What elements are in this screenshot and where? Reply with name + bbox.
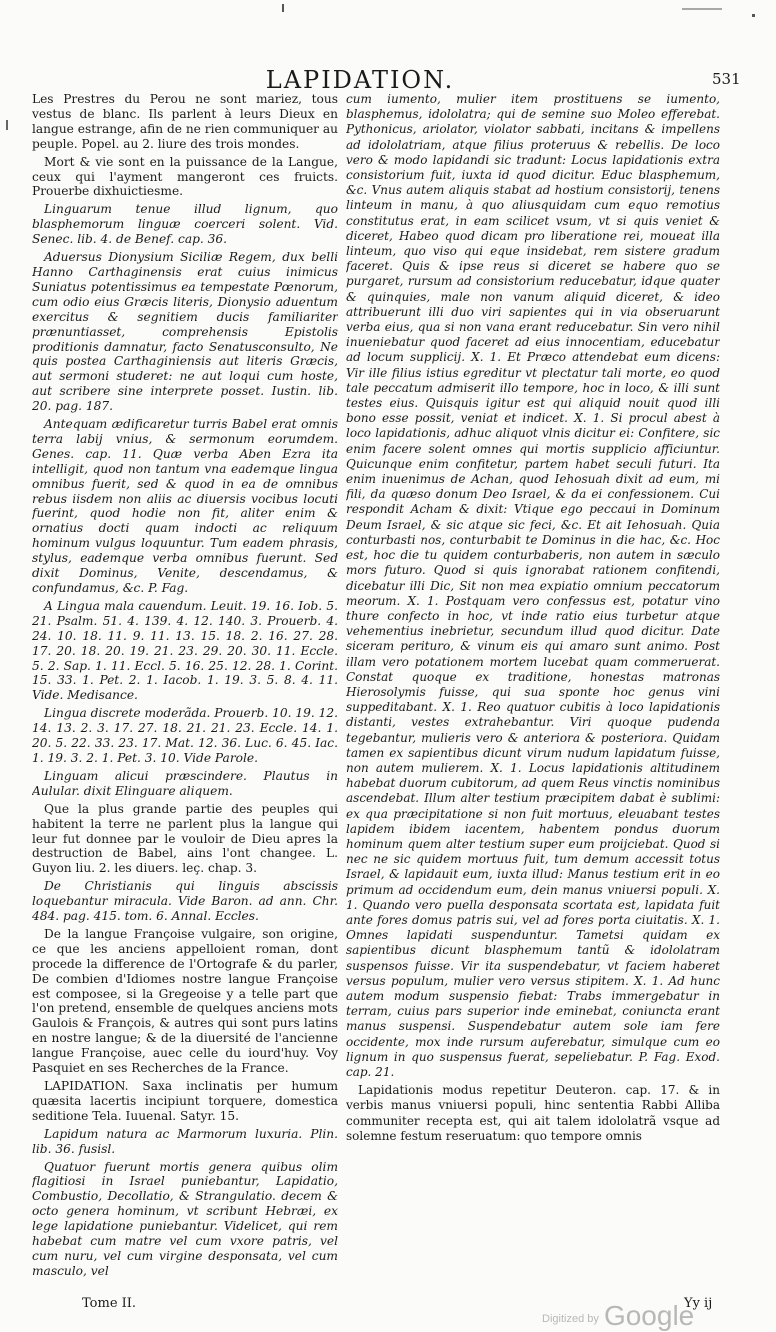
google-watermark <box>542 1300 694 1332</box>
paragraph: Lapidationis modus repetitur Deuteron. cap. 17. & in verbis manus vniuersi populi, hinc sententia Rabbi Alliba communiter recepta est, qui ait talem idololatrã vsque ad solemne festum reseruatum: quo tempore omnis <box>346 1083 720 1143</box>
page-number: 531 <box>712 70 741 88</box>
paragraph: Antequam ædificaretur turris Babel erat omnis terra labij vnius, & sermonum eorumdem. Genes. cap. 11. Quæ verba Aben Ezra ita intelligit, quod non tantum vna eademque lingua omnibus fuerit, sed & quod in ea de omnibus rebus iisdem non aliis ac diuersis vocibus locuti fuerint, quod hodie non fit, aliter enim & ornatius docti quam indocti ac reliquum hominum vulgus loquuntur. Tum eadem phrasis, stylus, eademque verba omnibus fuerunt. Sed dixit Dominus, Venite, descendamus, & confundamus, &c. P. Fag. <box>32 417 338 595</box>
margin-mark <box>6 120 8 130</box>
watermark-brand: Google <box>603 1300 695 1331</box>
paragraph: Que la plus grande partie des peuples qui habitent la terre ne parlent plus la langue qui leur fut donnee par le vouloir de Dieu apres la destruction de Babel, ains l'ont changee. L. Guyon liu. 2. les diuers. leç. chap. 3. <box>32 801 338 876</box>
paragraph: De Christianis qui linguis abscissis loquebantur miracula. Vide Baron. ad ann. Chr. 484. pag. 415. tom. 6. Annal. Eccles. <box>32 879 338 924</box>
paragraph: Linguarum tenue illud lignum, quo blasphemorum linguæ coerceri solent. Vid. Senec. lib. 4. de Benef. cap. 36. <box>32 202 338 247</box>
paragraph: Mort & vie sont en la puissance de la Langue, ceux qui l'ayment mangeront ces fruicts. Prouerbe dixhuictiesme. <box>32 154 338 199</box>
right-column <box>346 92 720 1317</box>
paragraph: Linguam alicui præscindere. Plautus in Aulular. dixit Elinguare aliquem. <box>32 768 338 798</box>
page-title: LAPIDATION. <box>265 66 455 94</box>
paragraph: Lapidum natura ac Marmorum luxuria. Plin. lib. 36. fusisl. <box>32 1126 338 1156</box>
left-column <box>32 92 338 1317</box>
watermark-prefix: Digitized by <box>542 1313 599 1325</box>
paragraph: Quatuor fuerunt mortis genera quibus olim flagitiosi in Israel puniebantur, Lapidatio, Combustio, Decollatio, & Strangulatio. decem & octo genera hominum, vt scribunt Hebræi, ex lege lapidatione puniebantur. Videlicet, qui rem habebat cum matre vel cum vxore patris, vel cum nuru, vel cum virgine desponsata, vel cum masculo, vel <box>32 1159 338 1278</box>
paragraph: LAPIDATION. Saxa inclinatis per humum quæsita lacertis incipiunt torquere, domestica seditione Tela. Iuuenal. Satyr. 15. <box>32 1079 338 1123</box>
paragraph: Lingua discrete moderãda. Prouerb. 10. 19. 12. 14. 13. 2. 3. 17. 27. 18. 21. 21. 23. Eccle. 14. 1. 20. 5. 22. 33. 23. 17. Mat. 12. 36. Luc. 6. 45. Iac. 1. 19. 3. 2. 1. Pet. 3. 10. Vide Parole. <box>32 706 338 765</box>
signature-mark: Yy ij <box>684 1296 713 1311</box>
paragraph: De la langue Françoise vulgaire, son origine, ce que les anciens appelloient roman, dont procede la difference de l'Ortografe & du parler, De combien d'Idiomes nostre langue Françoise est composee, si la Gregeoise y a telle part que l'on pretend, ensemble de quelques anciens mots Gaulois & François, & autres qui sont purs latins en nostre langue; & de la diuersité de l'ancienne langue Françoise, auec celle du iourd'huy. Voy Pasquiet en ses Recherches de la France. <box>32 926 338 1076</box>
ink-speck <box>752 14 755 17</box>
volume-catchword: Tome II. <box>82 1296 137 1311</box>
paragraph: A Lingua mala cauendum. Leuit. 19. 16. Iob. 5. 21. Psalm. 51. 4. 139. 4. 12. 140. 3. Prouerb. 4. 24. 10. 18. 11. 9. 11. 13. 15. 18. 2. 16. 27. 28. 17. 20. 18. 20. 19. 21. 23. 29. 20. 30. 11. Eccle. 5. 2. Sap. 1. 11. Eccl. 5. 16. 25. 12. 28. 1. Corint. 15. 33. 1. Pet. 2. 1. Iacob. 1. 19. 3. 5. 8. 4. 11. Vide. Medisance. <box>32 598 338 703</box>
ink-speck <box>282 4 284 12</box>
paragraph: Aduersus Dionysium Siciliæ Regem, dux belli Hanno Carthaginensis erat cuius inimicus Suniatus potentissimus ea tempestate Pœnorum, cum odio eius Græcis literis, Dionysio aduentum exercitus & segnitiem ducis familiariter prænuntiasset, comprehensis Epistolis proditionis damnatur, facto Senatusconsulto, Ne quis postea Carthaginiensis aut literis Græcis, aut sermoni studeret: ne aut loqui cum hoste, aut scribere sine interprete posset. Iustin. lib. 20. pag. 187. <box>32 250 338 414</box>
paragraph: Les Prestres du Perou ne sont mariez, tous vestus de blanc. Ils parlent à leurs Dieux en langue estrange, afin de ne rien communiquer au peuple. Popel. au 2. liure des trois mondes. <box>32 92 338 151</box>
ink-speck <box>682 8 722 10</box>
paragraph: cum iumento, mulier item prostituens se iumento, blasphemus, idololatra; qui de semine suo Moleo efferebat. Pythonicus, ariolator, violator sabbati, incitans & impellens ad idololatriam, atque filius proteruus & rebellis. De loco vero & modo lapidandi sic tradunt: Locus lapidationis extra consistorium fuit, iuxta id quod dicitur. Educ blasphemum, &c. Vnus autem aliquis stabat ad hostium consistorij, tenens linteum in manu, à quo aliusquidam cum equo remotius constitutus erat, in eam scilicet vsum, vt si quis veniet & diceret, Habeo quod dicam pro liberatione rei, moueat illa linteum, quo viso qui eque insidebat, rem sistere gradum faceret. Quis & ipse reus si diceret se habere quo se purgaret, rursum ad consistorium reducebatur, idque quater & quinquies, male non vanum aliquid diceret, & ideo attribuerunt illi duo viri sapientes qui in via obseruarunt verba eius, qua si non vana erant reducebatur. Sin vero nihil inueniebatur quod faceret ad eius innocentiam, educebatur ad locum supplicij. X. 1. Et Præco attendebat eum dicens: Vir ille filius istius egreditur vt plectatur tali morte, eo quod tale peccatum admiserit illo tempore, hoc in loco, & illi sunt testes eius. Quisquis igitur est qui aliquid nouit quod illi bono esse possit, veniat et indicet. X. 1. Si procul abest à loco lapidationis, adhuc aliquot vlnis dicitur ei: Confitere, sic enim facere solent omnes qui mortis supplicio afficiuntur. Quicunque enim confitetur, partem habet seculi futuri. Ita enim inuenimus de Achan, quod Iehosuah dixit ad eum, mi fili, da quæso donum Deo Israel, & da ei confessionem. Cui respondit Acham & dixit: Vtique ego peccaui in Dominum Deum Israel, & sic atque sic feci, &c. Et ait Iehosuah. Quia conturbasti nos, conturbabit te Dominus in die hac, &c. Hoc est, hoc die tu quidem conturbaberis, non autem in sæculo mors futuro. Quod si quis ignorabat rationem confitendi, dicebatur illi Dic, Sit non mea expiatio omnium peccatorum meorum. X. 1. Postquam vero confessus est, potatur vino thure confecto in hoc, vt inde ratio eius turbetur atque vehementius inebrietur, secundum illud quod dicitur. Date siceram perituro, & vinum eis qui amaro sunt animo. Post illam vero potationem mortem lucebat quam commeruerat. Constat quoque ex traditione, honestas matronas Hierosolymis fuisse, qui sua sponte hoc genus vini suppeditabant. X. 1. Reo quatuor cubitis à loco lapidationis distanti, vestes extrahebantur. Viri quoque pudenda tegebantur, mulieris vero & anteriora & posteriora. Quidam tamen ex sapientibus dicunt virum nudum lapidatum fuisse, non autem mulierem. X. 1. Locus lapidationis altitudinem habebat duorum cubitorum, ad quem Reus vinctis nominibus ascendebat. Illum alter testium præcipitem dabat è sublimi: ex qua præcipitatione si non fuit mortuus, eleuabant testes lapidem ibidem iacentem, habentem pondus duorum hominum quem alter testium super eum proijciebat. Quod si nec ne sic quidem mortuus fuit, tum demum accessit totus Israel, & lapidauit eum, iuxta illud: Manus testium erit in eo primum ad occidendum eum, dein manus vniuersi populi. X. 1. Quando vero puella desponsata scortata est, lapidata fuit ante fores domus patris sui, vel ad fores porta ciuitatis. X. 1. Omnes lapidati suspenduntur. Tametsi quidam ex sapientibus dicunt blasphemum tantũ & idololatram suspensos fuisse. Vir ita suspendebatur, vt faciem haberet versus populum, mulier vero versus stipitem. X. 1. Ad hunc autem modum suspensio fiebat: Trabs immergebatur in terram, cuius pars superior inde eminebat, coniuncta erant manus suspensi. Suspendebatur autem sole iam fere occidente, mox inde rursum auferebatur, simulque cum eo lignum in quo suspensus fuerat, sepeliebatur. P. Fag. Exod. cap. 21. <box>346 92 720 1079</box>
